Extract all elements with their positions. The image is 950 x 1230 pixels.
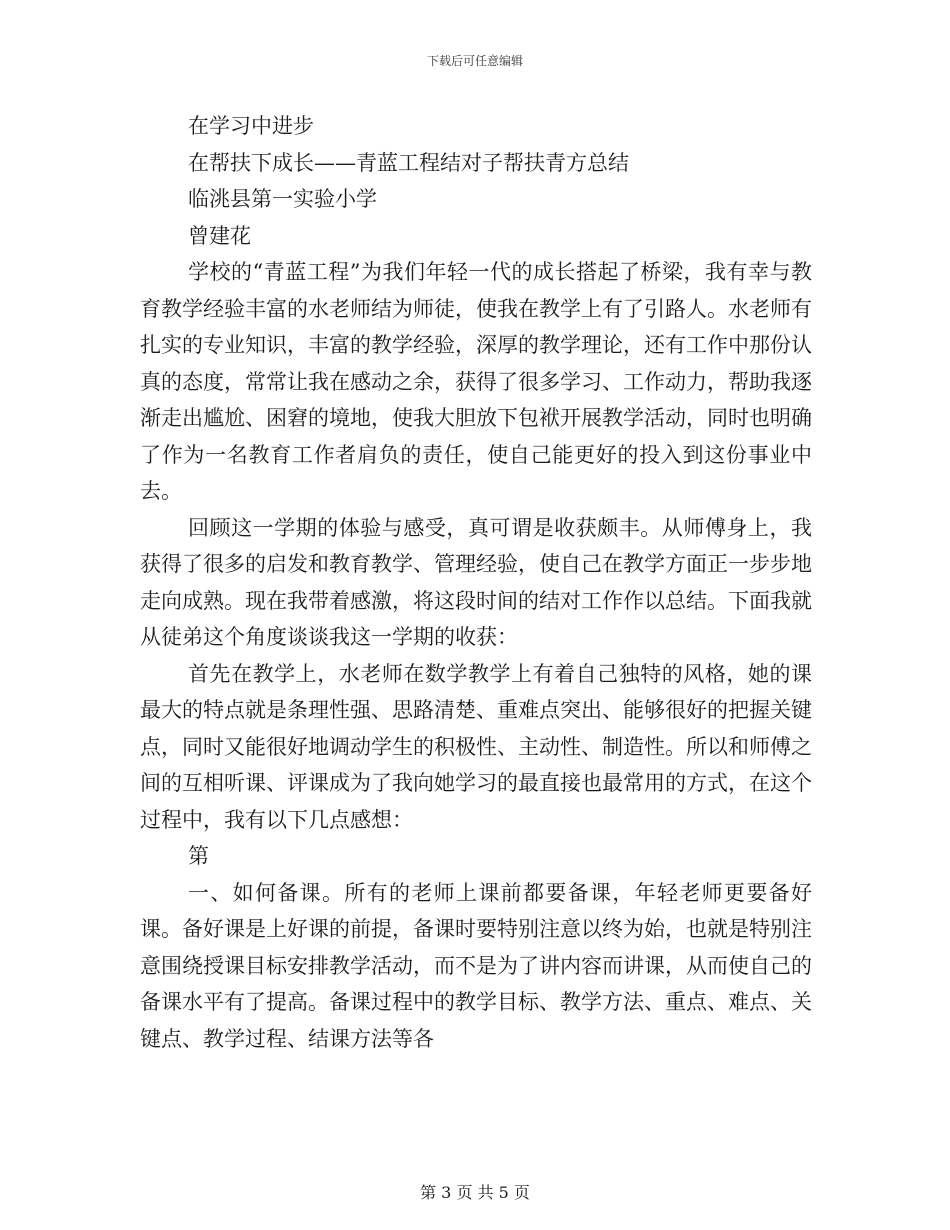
document-body: [140, 108, 812, 1057]
document-subtitle: 在帮扶下成长——青蓝工程结对子帮扶青方总结: [188, 150, 629, 175]
paragraph-1: 学校的“青蓝工程”为我们年轻一代的成长搭起了桥梁，我有幸与教育教学经验丰富的水老师结为师徒，使我在教学上有了引路人。水老师有扎实的专业知识，丰富的教学经验，深厚的教学理论，还有工作中那份认真的态度，常常让我在感动之余，获得了很多学习、工作动力，帮助我逐渐走出尴尬、困窘的境地，使我大胆放下包袱开展教学活动，同时也明确了作为一名教育工作者肩负的责任，使自己能更好的投入到这份事业中去。: [140, 260, 812, 503]
page-header-note: 下载后可任意编辑: [426, 54, 523, 68]
paragraph-5: 一、如何备课。所有的老师上课前都要备课，年轻老师更要备好课。备好课是上好课的前提，备课时要特别注意以终为始，也就是特别注意围绕授课目标安排教学活动，而不是为了讲内容而讲课，从而使自己的备课水平有了提高。备课过程中的教学目标、教学方法、重点、难点、关键点、教学过程、结课方法等各: [140, 880, 812, 1051]
document-title: 在学习中进步: [188, 114, 314, 138]
paragraph-2: 回顾这一学期的体验与感受，真可谓是收获颇丰。从师傅身上，我获得了很多的启发和教育教学、管理经验，使自己在教学方面正一步步地走向成熟。现在我带着感激，将这段时间的结对工作作以总结。下面我就从徒弟这个角度谈谈我这一学期的收获：: [140, 515, 812, 649]
paragraph-4: 第: [188, 844, 209, 868]
school-name: 临洮县第一实验小学: [188, 187, 377, 211]
paragraph-3: 首先在教学上，水老师在数学教学上有着自己独特的风格，她的课最大的特点就是条理性强、思路清楚、重难点突出、能够很好的把握关键点，同时又能很好地调动学生的积极性、主动性、制造性。所以和师傅之间的互相听课、评课成为了我向她学习的最直接也最常用的方式，在这个过程中，我有以下几点感想：: [140, 661, 812, 832]
author-name: 曾建花: [188, 223, 251, 248]
page-footer-number: 第 3 页 共 5 页: [420, 1183, 530, 1202]
